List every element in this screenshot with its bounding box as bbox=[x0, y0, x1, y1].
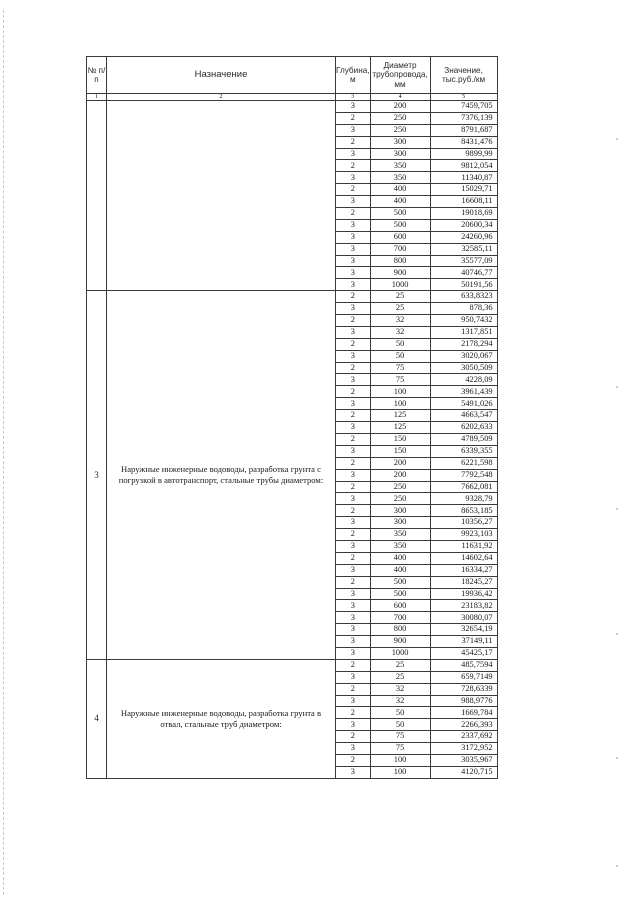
scan-mark bbox=[616, 138, 618, 140]
depth-cell: 3 bbox=[336, 374, 371, 386]
diameter-cell: 150 bbox=[370, 445, 430, 457]
diameter-cell: 400 bbox=[370, 196, 430, 208]
value-cell: 3961,439 bbox=[430, 386, 497, 398]
depth-cell: 2 bbox=[336, 160, 371, 172]
value-cell: 50191,56 bbox=[430, 279, 497, 291]
header-purpose: Назначение bbox=[107, 57, 336, 94]
diameter-cell: 1000 bbox=[370, 279, 430, 291]
diameter-cell: 100 bbox=[370, 398, 430, 410]
depth-cell: 3 bbox=[336, 267, 371, 279]
column-number: 4 bbox=[370, 94, 430, 101]
diameter-cell: 800 bbox=[370, 624, 430, 636]
depth-cell: 2 bbox=[336, 433, 371, 445]
depth-cell: 2 bbox=[336, 315, 371, 327]
scan-mark bbox=[616, 508, 618, 510]
diameter-cell: 100 bbox=[370, 754, 430, 766]
scan-mark bbox=[616, 633, 618, 635]
diameter-cell: 200 bbox=[370, 101, 430, 113]
diameter-cell: 300 bbox=[370, 505, 430, 517]
value-cell: 3172,952 bbox=[430, 743, 497, 755]
header-value: Значение, тыс.руб./км bbox=[430, 57, 497, 94]
value-cell: 11631,92 bbox=[430, 540, 497, 552]
value-cell: 2178,294 bbox=[430, 338, 497, 350]
diameter-cell: 400 bbox=[370, 184, 430, 196]
value-cell: 9923,103 bbox=[430, 529, 497, 541]
diameter-cell: 200 bbox=[370, 469, 430, 481]
diameter-cell: 32 bbox=[370, 315, 430, 327]
column-number: 5 bbox=[430, 94, 497, 101]
depth-cell: 2 bbox=[336, 707, 371, 719]
depth-cell: 2 bbox=[336, 683, 371, 695]
depth-cell: 3 bbox=[336, 196, 371, 208]
value-cell: 8653,185 bbox=[430, 505, 497, 517]
value-cell: 988,9776 bbox=[430, 695, 497, 707]
value-cell: 485,7594 bbox=[430, 659, 497, 671]
value-cell: 20600,34 bbox=[430, 219, 497, 231]
item-description: Наружные инженерные водоводы, разработка грунта в отвал, стальные труб диаметром: bbox=[107, 659, 336, 778]
depth-cell: 3 bbox=[336, 148, 371, 160]
depth-cell: 2 bbox=[336, 659, 371, 671]
value-cell: 9899,99 bbox=[430, 148, 497, 160]
diameter-cell: 125 bbox=[370, 410, 430, 422]
diameter-cell: 900 bbox=[370, 267, 430, 279]
depth-cell: 3 bbox=[336, 231, 371, 243]
diameter-cell: 700 bbox=[370, 243, 430, 255]
depth-cell: 2 bbox=[336, 457, 371, 469]
item-number: 4 bbox=[87, 659, 107, 778]
value-cell: 659,7149 bbox=[430, 671, 497, 683]
value-cell: 9812,054 bbox=[430, 160, 497, 172]
diameter-cell: 75 bbox=[370, 374, 430, 386]
value-cell: 878,36 bbox=[430, 303, 497, 315]
value-cell: 4228,09 bbox=[430, 374, 497, 386]
value-cell: 1317,851 bbox=[430, 326, 497, 338]
diameter-cell: 25 bbox=[370, 671, 430, 683]
value-cell: 45425,17 bbox=[430, 647, 497, 659]
depth-cell: 2 bbox=[336, 362, 371, 374]
diameter-cell: 75 bbox=[370, 731, 430, 743]
depth-cell: 3 bbox=[336, 219, 371, 231]
depth-cell: 3 bbox=[336, 255, 371, 267]
diameter-cell: 600 bbox=[370, 600, 430, 612]
diameter-cell: 350 bbox=[370, 540, 430, 552]
value-cell: 14602,64 bbox=[430, 552, 497, 564]
value-cell: 8791,687 bbox=[430, 124, 497, 136]
value-cell: 7792,548 bbox=[430, 469, 497, 481]
value-cell: 10356,27 bbox=[430, 517, 497, 529]
depth-cell: 3 bbox=[336, 279, 371, 291]
diameter-cell: 300 bbox=[370, 136, 430, 148]
value-cell: 11340,87 bbox=[430, 172, 497, 184]
diameter-cell: 600 bbox=[370, 231, 430, 243]
value-cell: 8431,476 bbox=[430, 136, 497, 148]
diameter-cell: 700 bbox=[370, 612, 430, 624]
depth-cell: 3 bbox=[336, 636, 371, 648]
diameter-cell: 150 bbox=[370, 433, 430, 445]
value-cell: 633,8323 bbox=[430, 291, 497, 303]
value-cell: 5491,026 bbox=[430, 398, 497, 410]
depth-cell: 2 bbox=[336, 386, 371, 398]
value-cell: 950,7432 bbox=[430, 315, 497, 327]
diameter-cell: 32 bbox=[370, 683, 430, 695]
diameter-cell: 800 bbox=[370, 255, 430, 267]
depth-cell: 3 bbox=[336, 172, 371, 184]
diameter-cell: 900 bbox=[370, 636, 430, 648]
diameter-cell: 250 bbox=[370, 124, 430, 136]
value-cell: 35577,09 bbox=[430, 255, 497, 267]
value-cell: 4789,509 bbox=[430, 433, 497, 445]
depth-cell: 2 bbox=[336, 291, 371, 303]
value-cell: 728,6339 bbox=[430, 683, 497, 695]
diameter-cell: 250 bbox=[370, 112, 430, 124]
depth-cell: 3 bbox=[336, 493, 371, 505]
value-cell: 3035,967 bbox=[430, 754, 497, 766]
diameter-cell: 350 bbox=[370, 172, 430, 184]
value-cell: 18245,27 bbox=[430, 576, 497, 588]
depth-cell: 3 bbox=[336, 303, 371, 315]
diameter-cell: 32 bbox=[370, 695, 430, 707]
diameter-cell: 25 bbox=[370, 659, 430, 671]
depth-cell: 3 bbox=[336, 243, 371, 255]
value-cell: 16608,11 bbox=[430, 196, 497, 208]
value-cell: 2266,393 bbox=[430, 719, 497, 731]
depth-cell: 3 bbox=[336, 326, 371, 338]
diameter-cell: 50 bbox=[370, 707, 430, 719]
value-cell: 37149,11 bbox=[430, 636, 497, 648]
depth-cell: 2 bbox=[336, 410, 371, 422]
depth-cell: 3 bbox=[336, 101, 371, 113]
value-cell: 32654,19 bbox=[430, 624, 497, 636]
depth-cell: 2 bbox=[336, 136, 371, 148]
depth-cell: 3 bbox=[336, 564, 371, 576]
value-cell: 40746,77 bbox=[430, 267, 497, 279]
scan-mark bbox=[616, 865, 618, 867]
depth-cell: 3 bbox=[336, 600, 371, 612]
scan-edge-dots bbox=[3, 10, 6, 895]
scan-mark bbox=[616, 386, 618, 388]
item-description bbox=[107, 101, 336, 291]
diameter-cell: 250 bbox=[370, 493, 430, 505]
header-row bbox=[87, 57, 498, 94]
diameter-cell: 500 bbox=[370, 219, 430, 231]
diameter-cell: 32 bbox=[370, 326, 430, 338]
scan-mark bbox=[616, 757, 618, 759]
value-cell: 2337,692 bbox=[430, 731, 497, 743]
value-cell: 3050,509 bbox=[430, 362, 497, 374]
depth-cell: 2 bbox=[336, 481, 371, 493]
diameter-cell: 75 bbox=[370, 743, 430, 755]
column-number: 2 bbox=[107, 94, 336, 101]
depth-cell: 3 bbox=[336, 766, 371, 778]
depth-cell: 3 bbox=[336, 695, 371, 707]
value-cell: 23183,82 bbox=[430, 600, 497, 612]
item-number: 3 bbox=[87, 291, 107, 660]
diameter-cell: 200 bbox=[370, 457, 430, 469]
diameter-cell: 50 bbox=[370, 338, 430, 350]
value-cell: 7662,081 bbox=[430, 481, 497, 493]
value-cell: 1669,784 bbox=[430, 707, 497, 719]
value-cell: 15029,71 bbox=[430, 184, 497, 196]
diameter-cell: 300 bbox=[370, 517, 430, 529]
depth-cell: 2 bbox=[336, 338, 371, 350]
diameter-cell: 500 bbox=[370, 576, 430, 588]
rates-table bbox=[86, 56, 498, 779]
depth-cell: 3 bbox=[336, 743, 371, 755]
depth-cell: 3 bbox=[336, 540, 371, 552]
depth-cell: 3 bbox=[336, 719, 371, 731]
diameter-cell: 250 bbox=[370, 481, 430, 493]
value-cell: 4663,547 bbox=[430, 410, 497, 422]
column-number: 1 bbox=[87, 94, 107, 101]
column-number: 3 bbox=[336, 94, 371, 101]
diameter-cell: 75 bbox=[370, 362, 430, 374]
diameter-cell: 400 bbox=[370, 564, 430, 576]
diameter-cell: 125 bbox=[370, 422, 430, 434]
depth-cell: 2 bbox=[336, 552, 371, 564]
depth-cell: 3 bbox=[336, 671, 371, 683]
depth-cell: 2 bbox=[336, 505, 371, 517]
header-diameter: Диаметр трубопровода, мм bbox=[370, 57, 430, 94]
value-cell: 4120,715 bbox=[430, 766, 497, 778]
depth-cell: 2 bbox=[336, 208, 371, 220]
column-number-row bbox=[87, 94, 498, 101]
depth-cell: 3 bbox=[336, 350, 371, 362]
diameter-cell: 100 bbox=[370, 766, 430, 778]
depth-cell: 2 bbox=[336, 112, 371, 124]
depth-cell: 2 bbox=[336, 184, 371, 196]
value-cell: 6339,355 bbox=[430, 445, 497, 457]
depth-cell: 3 bbox=[336, 469, 371, 481]
value-cell: 19936,42 bbox=[430, 588, 497, 600]
value-cell: 9328,79 bbox=[430, 493, 497, 505]
depth-cell: 3 bbox=[336, 517, 371, 529]
depth-cell: 3 bbox=[336, 624, 371, 636]
depth-cell: 3 bbox=[336, 612, 371, 624]
depth-cell: 2 bbox=[336, 754, 371, 766]
diameter-cell: 400 bbox=[370, 552, 430, 564]
table-row bbox=[87, 659, 498, 671]
diameter-cell: 25 bbox=[370, 303, 430, 315]
depth-cell: 3 bbox=[336, 422, 371, 434]
value-cell: 16334,27 bbox=[430, 564, 497, 576]
depth-cell: 2 bbox=[336, 529, 371, 541]
header-depth: Глубина, м bbox=[336, 57, 371, 94]
diameter-cell: 50 bbox=[370, 719, 430, 731]
item-number bbox=[87, 101, 107, 291]
value-cell: 6221,598 bbox=[430, 457, 497, 469]
diameter-cell: 500 bbox=[370, 208, 430, 220]
diameter-cell: 350 bbox=[370, 160, 430, 172]
value-cell: 30080,07 bbox=[430, 612, 497, 624]
value-cell: 19018,69 bbox=[430, 208, 497, 220]
diameter-cell: 100 bbox=[370, 386, 430, 398]
item-description: Наружные инженерные водоводы, разработка грунта с погрузкой в автотранспорт, стальные трубы диаметром: bbox=[107, 291, 336, 660]
table-body bbox=[87, 101, 498, 779]
depth-cell: 2 bbox=[336, 731, 371, 743]
depth-cell: 3 bbox=[336, 647, 371, 659]
diameter-cell: 500 bbox=[370, 588, 430, 600]
diameter-cell: 50 bbox=[370, 350, 430, 362]
value-cell: 7459,705 bbox=[430, 101, 497, 113]
diameter-cell: 1000 bbox=[370, 647, 430, 659]
table-row bbox=[87, 101, 498, 113]
value-cell: 24260,96 bbox=[430, 231, 497, 243]
diameter-cell: 300 bbox=[370, 148, 430, 160]
depth-cell: 3 bbox=[336, 398, 371, 410]
value-cell: 7376,139 bbox=[430, 112, 497, 124]
value-cell: 3020,067 bbox=[430, 350, 497, 362]
depth-cell: 2 bbox=[336, 576, 371, 588]
depth-cell: 3 bbox=[336, 445, 371, 457]
value-cell: 32585,11 bbox=[430, 243, 497, 255]
diameter-cell: 25 bbox=[370, 291, 430, 303]
value-cell: 6202,633 bbox=[430, 422, 497, 434]
depth-cell: 3 bbox=[336, 588, 371, 600]
depth-cell: 3 bbox=[336, 124, 371, 136]
table-row bbox=[87, 291, 498, 303]
diameter-cell: 350 bbox=[370, 529, 430, 541]
header-no: № п/п bbox=[87, 57, 107, 94]
